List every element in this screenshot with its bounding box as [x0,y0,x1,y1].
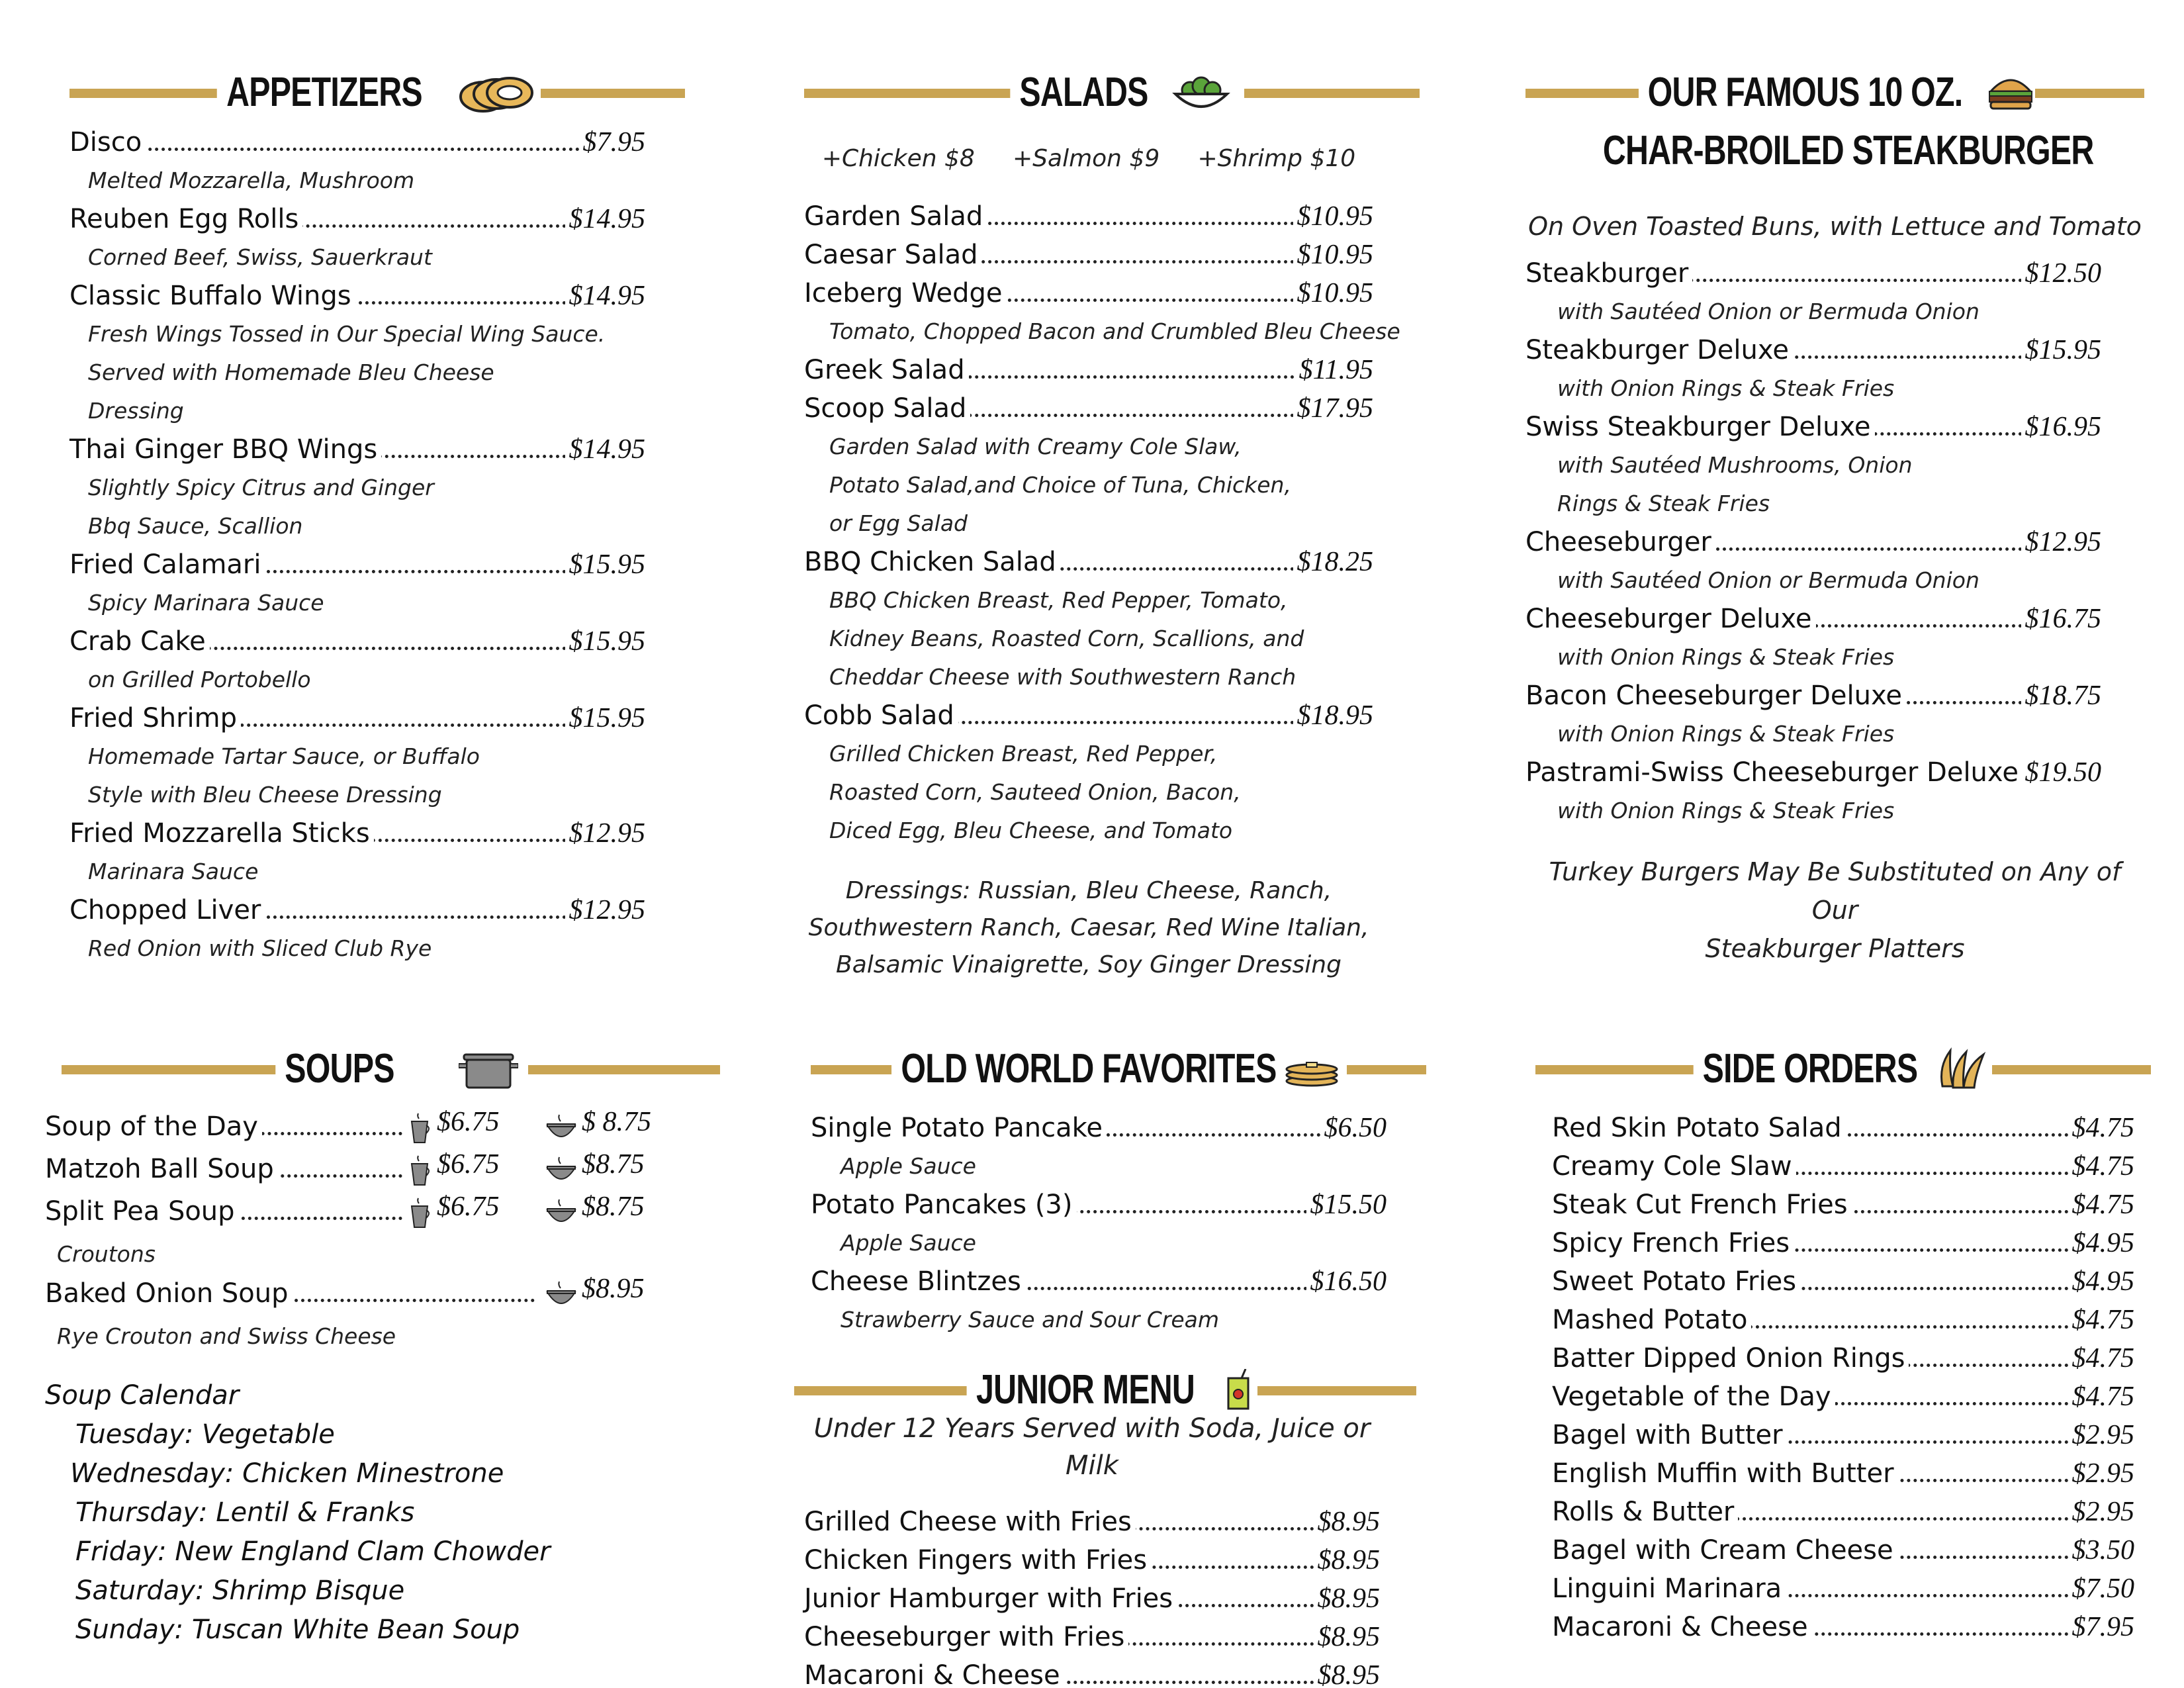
item-description: with Onion Rings & Steak Fries [1557,721,1895,747]
junior-list [804,1503,1380,1688]
burger-icon [1987,73,2034,113]
item-description: Garden Salad with Creamy Cole Slaw, [829,434,1242,459]
soup-name-row [45,1107,402,1146]
menu-item [1525,600,2101,638]
dressing-line: Dressings: Russian, Bleu Cheese, Ranch, [845,877,1332,904]
item-price: $8.95 [1314,1541,1381,1579]
item-description: Cheddar Cheese with Southwestern Ranch [829,664,1297,690]
soup-bowl-price [545,1106,651,1143]
item-price: $15.95 [565,699,646,737]
item-price: $2.95 [2068,1416,2135,1454]
menu-item [1525,523,2101,561]
menu-item [1525,677,2101,715]
item-name: Fried Mozzarella Sticks [69,818,374,849]
item-price: $4.95 [2068,1262,2135,1301]
burgers-note [1525,853,2144,968]
item-name: Red Skin Potato Salad [1552,1113,1846,1143]
item-name: Fried Shrimp [69,703,241,733]
item-price: $16.50 [1306,1262,1387,1301]
menu-item [69,545,645,584]
item-name: Linguini Marinara [1552,1573,1786,1604]
item-name: Thai Ginger BBQ Wings [69,434,381,465]
item-price: $12.95 [565,814,646,853]
item-price: $15.95 [565,622,646,661]
old-world-list [811,1109,1387,1339]
menu-item [804,1579,1380,1618]
junior-section [794,1357,1416,1688]
menu-item [1525,331,2101,369]
item-description: with Onion Rings & Steak Fries [1557,798,1895,823]
soup-item [45,1192,680,1235]
menu-item [811,1186,1387,1224]
cup-price: $6.75 [437,1149,500,1180]
item-price: $19.50 [2021,753,2102,792]
pancakes-icon [1284,1055,1340,1088]
item-price: $4.75 [2068,1301,2135,1339]
item-price: $15.50 [1306,1186,1387,1224]
item-description: BBQ Chicken Breast, Red Pepper, Tomato, [829,587,1288,613]
junior-subtitle: Under 12 Years Served with Soda, Juice or Milk [813,1413,1371,1481]
menu-item [69,891,645,929]
cup-price: $6.75 [437,1192,500,1222]
soup-calendar-day: Saturday: Shrimp Bisque [75,1575,405,1606]
item-name: Macaroni & Cheese [804,1660,1064,1688]
bowl-price: $8.75 [582,1192,645,1222]
soup-name-row [45,1274,535,1313]
soup-name-row [45,1150,402,1188]
item-description: Fresh Wings Tossed in Our Special Wing Sauce. [88,321,606,347]
soup-name-row [45,1192,402,1231]
soup-calendar-day: Tuesday: Vegetable [75,1419,335,1450]
item-description: Homemade Tartar Sauce, or Buffalo [88,743,480,769]
cup-icon [409,1112,432,1144]
item-price: $11.95 [1295,351,1373,389]
item-name: Steak Cut French Fries [1552,1190,1852,1220]
burgers-header-line2 [1525,120,2144,181]
juice-box-icon [1224,1369,1252,1411]
item-description: Tomato, Chopped Bacon and Crumbled Bleu Cheese [829,318,1400,344]
salad-bowl-icon [1171,71,1231,115]
menu-item [69,277,645,315]
item-price: $18.95 [1293,696,1374,735]
menu-item [1552,1224,2134,1262]
item-name: Iceberg Wedge [804,278,1006,308]
menu-item [69,699,645,737]
soup-item [45,1150,680,1192]
soup-calendar-title: Soup Calendar [45,1380,240,1411]
item-description: Red Onion with Sliced Club Rye [88,935,432,961]
item-name: Bagel with Butter [1552,1420,1787,1450]
soup-pot-icon [459,1051,518,1090]
menu-item [1552,1531,2134,1570]
soup-item [45,1274,680,1317]
burger-note-line: Steakburger Platters [1705,934,1965,963]
item-name: Spicy French Fries [1552,1228,1794,1258]
item-name: Classic Buffalo Wings [69,281,355,311]
menu-item [1552,1454,2134,1493]
soup-cup-price [409,1106,500,1144]
menu-item [69,814,645,853]
item-price: $18.75 [2021,677,2102,715]
dressing-line: Southwestern Ranch, Caesar, Red Wine Italian, [808,914,1369,941]
junior-header [794,1357,1416,1423]
burgers-title-line2: CHAR-BROILED STEAKBURGER [1594,128,2103,173]
item-name: Cheeseburger [1525,527,1715,557]
item-description: Apple Sauce [841,1230,976,1256]
menu-item [804,543,1373,581]
item-name: Disco [69,127,146,158]
menu-item [69,622,645,661]
item-price: $4.75 [2068,1147,2135,1186]
menu-item [804,696,1373,735]
item-name: Grilled Cheese with Fries [804,1507,1136,1537]
old-world-title: OLD WORLD FAVORITES [891,1046,1285,1092]
menu-item [804,351,1373,389]
soup-bowl-price [545,1273,645,1309]
item-description: with Onion Rings & Steak Fries [1557,375,1895,401]
soups-section [45,1036,680,1650]
item-name: Scoop Salad [804,393,970,424]
item-description: on Grilled Portobello [88,667,311,692]
menu-item [1552,1186,2134,1224]
item-name: Mashed Potato [1552,1305,1751,1335]
menu-item [1552,1301,2134,1339]
menu-item [804,197,1373,236]
menu-item [1525,753,2101,792]
menu-item [804,236,1373,274]
item-description: Corned Beef, Swiss, Sauerkraut [88,244,432,270]
menu-item [1525,254,2101,293]
item-price: $4.95 [2068,1224,2135,1262]
item-description: Bbq Sauce, Scallion [88,513,303,539]
item-price: $6.50 [1320,1109,1387,1147]
item-description: with Sautéed Onion or Bermuda Onion [1557,567,1979,593]
item-description: Strawberry Sauce and Sour Cream [841,1307,1220,1333]
appetizers-section [69,60,685,968]
menu-item [1552,1147,2134,1186]
item-name: Cobb Salad [804,700,958,731]
item-name: Reuben Egg Rolls [69,204,302,234]
item-description: Served with Homemade Bleu Cheese [88,359,494,385]
item-price: $2.95 [2068,1493,2135,1531]
item-price: $3.50 [2068,1531,2135,1570]
item-description: Kidney Beans, Roasted Corn, Scallions, and [829,626,1304,651]
menu-item [804,1503,1380,1541]
menu-item [1552,1378,2134,1416]
cup-price: $6.75 [437,1107,500,1137]
menu-item [1525,408,2101,446]
item-name: Cheeseburger Deluxe [1525,604,1816,634]
soup-name: Baked Onion Soup [45,1278,293,1309]
item-price: $15.95 [2021,331,2102,369]
item-name: Chicken Fingers with Fries [804,1545,1151,1575]
menu-item [69,430,645,469]
soup-name: Split Pea Soup [45,1196,239,1227]
soup-name: Matzoh Ball Soup [45,1154,278,1184]
soup-cup-price [409,1149,500,1186]
fries-icon [1936,1047,1989,1093]
item-name: Bacon Cheeseburger Deluxe [1525,680,1906,711]
item-description: Apple Sauce [841,1153,976,1179]
item-description: Roasted Corn, Sauteed Onion, Bacon, [829,779,1241,805]
bowl-icon [545,1198,578,1227]
menu-item [804,1541,1380,1579]
item-name: Macaroni & Cheese [1552,1612,1812,1642]
item-price: $7.95 [579,123,646,162]
item-price: $12.50 [2021,254,2102,293]
item-description: Diced Egg, Bleu Cheese, and Tomato [829,818,1233,843]
soup-bowl-price [545,1191,645,1227]
item-price: $12.95 [565,891,646,929]
item-description: Slightly Spicy Citrus and Ginger [88,475,434,500]
burgers-section [1525,60,2144,968]
item-description: Grilled Chicken Breast, Red Pepper, [829,741,1218,767]
soup-calendar-day: Friday: New England Clam Chowder [75,1536,551,1567]
menu-item [811,1109,1387,1147]
item-name: Creamy Cole Slaw [1552,1151,1796,1182]
menu-item [804,1656,1380,1688]
salads-header [804,60,1420,126]
item-price: $14.95 [565,277,646,315]
sides-header [1535,1036,2151,1102]
soups-title: SOUPS [275,1046,403,1092]
item-name: Potato Pancakes (3) [811,1190,1077,1220]
soup-item [45,1107,680,1150]
menu-item [1552,1262,2134,1301]
soup-calendar [45,1376,680,1650]
dot-leader [69,148,645,151]
item-price: $8.95 [1314,1656,1381,1688]
menu-item [69,200,645,238]
soup-description: Croutons [57,1241,156,1267]
item-description: or Egg Salad [829,510,968,536]
menu-item [804,389,1373,428]
salad-addons: +Chicken $8 +Salmon $9 +Shrimp $10 [821,145,1356,172]
old-world-header [811,1036,1426,1102]
old-world-section [811,1036,1426,1339]
bowl-icon [545,1113,578,1143]
appetizers-header [69,60,685,126]
item-name: Pastrami-Swiss Cheeseburger Deluxe [1525,757,2023,788]
dressing-line: Balsamic Vinaigrette, Soy Ginger Dressing [836,951,1342,978]
item-price: $2.95 [2068,1454,2135,1493]
item-price: $12.95 [2021,523,2102,561]
item-price: $10.95 [1293,197,1374,236]
appetizers-list [69,123,645,968]
item-name: Cheeseburger with Fries [804,1622,1128,1652]
bowl-price: $8.95 [582,1274,645,1304]
item-price: $8.95 [1314,1579,1381,1618]
burgers-subtitle: On Oven Toasted Buns, with Lettuce and Tomato [1528,212,2142,241]
item-description: with Sautéed Mushrooms, Onion [1557,452,1913,478]
menu-item [1552,1109,2134,1147]
item-price: $7.95 [2068,1608,2135,1646]
item-name: Garden Salad [804,201,987,232]
soups-header [45,1036,680,1102]
item-price: $16.95 [2021,408,2102,446]
burgers-header [1525,60,2144,126]
bowl-price: $8.75 [582,1149,645,1180]
sides-list [1552,1109,2134,1646]
item-description: Dressing [88,398,184,424]
item-name: Greek Salad [804,355,969,385]
item-price: $14.95 [565,430,646,469]
item-name: Fried Calamari [69,549,265,580]
menu-item [1552,1339,2134,1378]
sides-section [1535,1036,2151,1646]
salad-dressings [804,872,1373,984]
item-name: Chopped Liver [69,895,265,925]
item-name: English Muffin with Butter [1552,1458,1898,1489]
soup-bowl-price [545,1149,645,1185]
item-description: Rings & Steak Fries [1557,491,1770,516]
soup-description: Rye Crouton and Swiss Cheese [57,1323,396,1349]
item-description: with Sautéed Onion or Bermuda Onion [1557,299,1979,324]
menu-item [811,1262,1387,1301]
item-name: Batter Dipped Onion Rings [1552,1343,1909,1374]
item-name: Caesar Salad [804,240,981,270]
appetizers-title: APPETIZERS [217,70,432,115]
menu-item [1552,1493,2134,1531]
item-name: BBQ Chicken Salad [804,547,1060,577]
salads-title: SALADS [1010,70,1157,115]
item-price: $18.25 [1293,543,1374,581]
onion-rings-icon [457,74,536,115]
menu-item [804,274,1373,312]
item-description: Style with Bleu Cheese Dressing [88,782,442,808]
soup-calendar-day: Sunday: Tuscan White Bean Soup [75,1615,520,1645]
burgers-title-line1: OUR FAMOUS 10 OZ. [1639,70,1972,115]
sides-title: SIDE ORDERS [1694,1046,1927,1092]
cup-icon [409,1154,432,1186]
item-name: Rolls & Butter [1552,1497,1738,1527]
burgers-list [1525,254,2101,830]
soups-list [45,1107,680,1356]
junior-title: JUNIOR MENU [967,1367,1204,1413]
item-price: $8.95 [1314,1503,1381,1541]
menu-item [804,1618,1380,1656]
item-price: $4.75 [2068,1339,2135,1378]
item-description: Potato Salad,and Choice of Tuna, Chicken, [829,472,1291,498]
bowl-icon [545,1156,578,1185]
item-price: $15.95 [565,545,646,584]
item-name: Bagel with Cream Cheese [1552,1535,1897,1566]
item-name: Junior Hamburger with Fries [804,1583,1177,1614]
bowl-icon [545,1280,578,1309]
item-price: $4.75 [2068,1378,2135,1416]
item-name: Single Potato Pancake [811,1113,1107,1143]
item-price: $8.95 [1314,1618,1381,1656]
bowl-price: $ 8.75 [582,1107,651,1137]
menu-item [1552,1570,2134,1608]
soup-cup-price [409,1191,500,1229]
item-name: Swiss Steakburger Deluxe [1525,412,1875,442]
item-price: $4.75 [2068,1109,2135,1147]
item-price: $16.75 [2021,600,2102,638]
item-description: with Onion Rings & Steak Fries [1557,644,1895,670]
soup-name: Soup of the Day [45,1111,262,1142]
menu-item [1552,1608,2134,1646]
item-description: Melted Mozzarella, Mushroom [88,167,415,193]
header-rule [1347,1065,1426,1074]
item-description: Spicy Marinara Sauce [88,590,324,616]
soup-calendar-day: Wednesday: Chicken Minestrone [70,1458,504,1489]
item-name: Vegetable of the Day [1552,1382,1835,1412]
burger-note-line: Turkey Burgers May Be Substituted on Any of Our [1549,857,2121,925]
item-price: $17.95 [1293,389,1374,428]
soup-calendar-day: Thursday: Lentil & Franks [75,1497,415,1528]
item-price: $14.95 [565,200,646,238]
salads-section [804,60,1420,984]
item-name: Steakburger [1525,258,1692,289]
salads-list [804,197,1400,850]
item-name: Crab Cake [69,626,210,657]
item-description: Marinara Sauce [88,859,259,884]
item-price: $10.95 [1293,274,1374,312]
item-price: $10.95 [1293,236,1374,274]
item-price: $4.75 [2068,1186,2135,1224]
menu-item [1552,1416,2134,1454]
item-name: Steakburger Deluxe [1525,335,1793,365]
menu-item [69,123,645,162]
item-name: Sweet Potato Fries [1552,1266,1800,1297]
item-name: Cheese Blintzes [811,1266,1025,1297]
item-price: $7.50 [2068,1570,2135,1608]
cup-icon [409,1197,432,1229]
